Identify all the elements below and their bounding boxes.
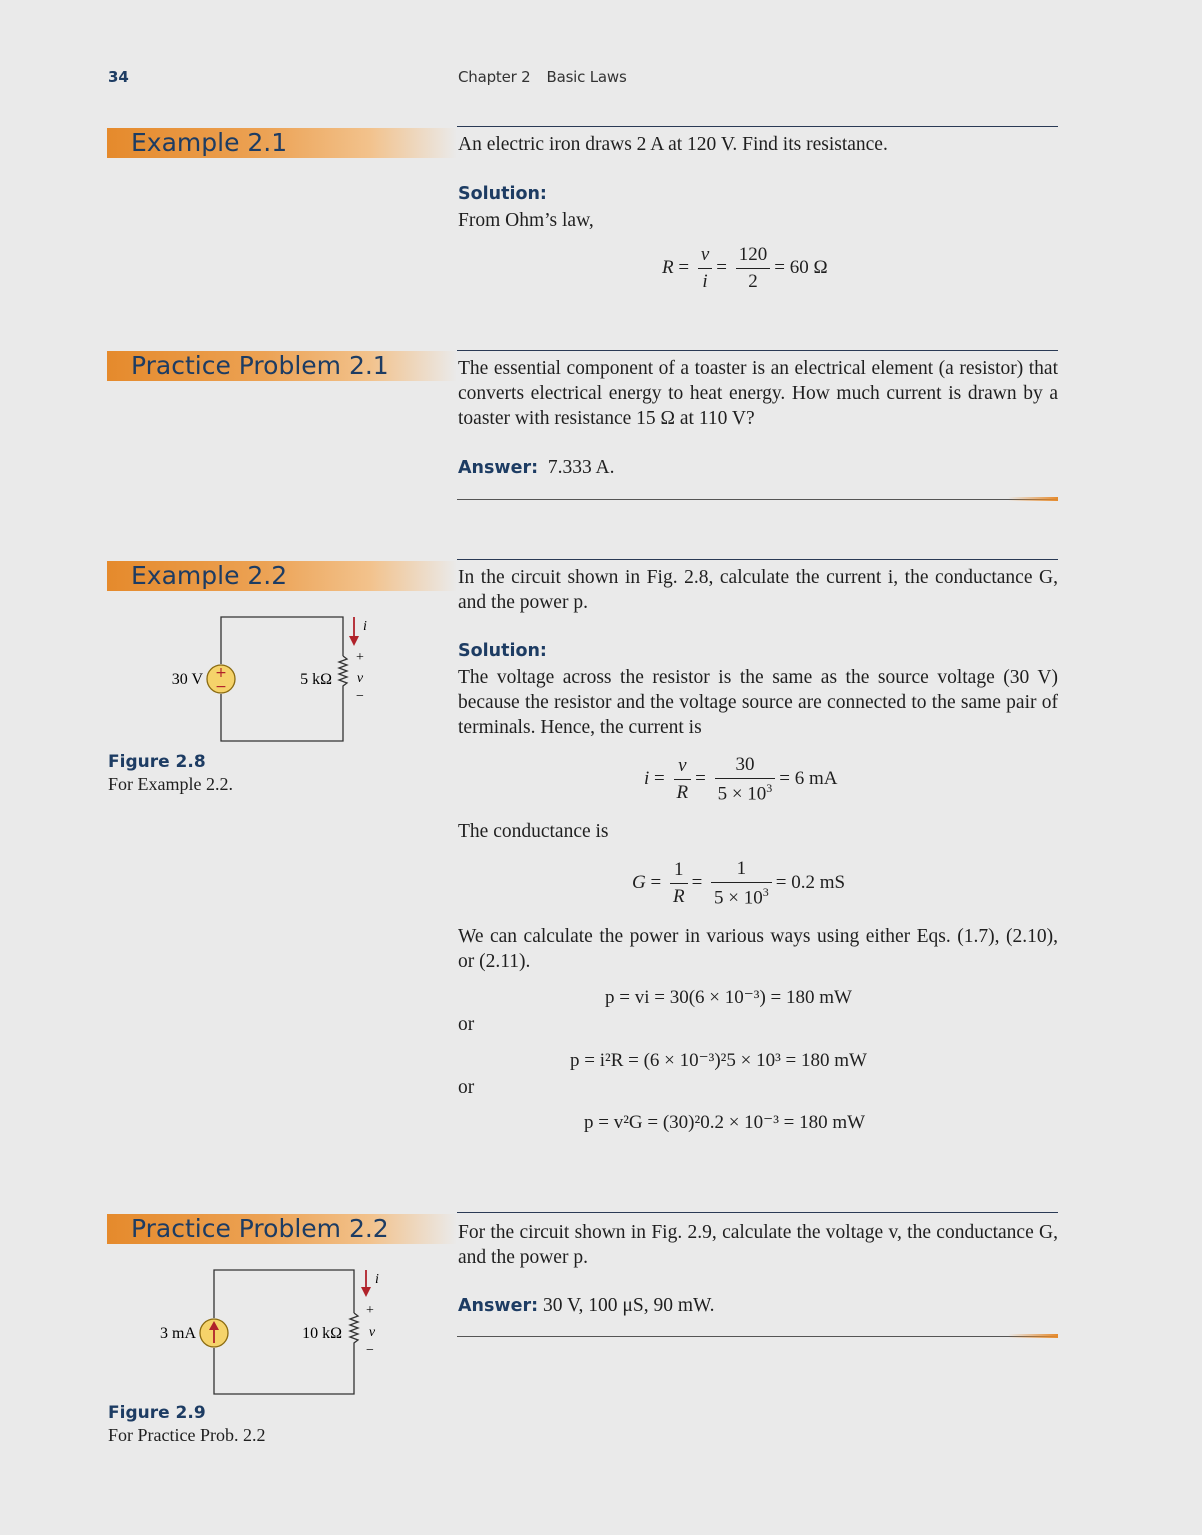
practice-2-2-end-rule [457, 1336, 1058, 1337]
current-arrowhead-icon [361, 1287, 371, 1297]
answer-label: Answer: [458, 1296, 539, 1316]
plus-label: + [366, 1303, 374, 1318]
figure-2-9-circuit [140, 1258, 400, 1408]
svg-text:+: + [215, 665, 227, 681]
minus-label: − [366, 1343, 374, 1358]
bottom-wire [221, 690, 343, 741]
power-equation-1: p = vi = 30(6 × 10⁻³) = 180 mW [605, 987, 852, 1008]
fraction-120-over-2: $\frac{120}{2}$ [736, 244, 771, 293]
resistor-zigzag [350, 1313, 358, 1347]
answer-value: 7.333 A. [547, 457, 615, 478]
voltage-label: v [356, 671, 364, 686]
source-label: 30 V [171, 671, 203, 688]
figure-2-9-label: Figure 2.9 [108, 1403, 206, 1423]
ohms-law-equation: R = $\frac{v}{i}$ = $\frac{120}{2}$ = 60 Ω [662, 244, 828, 292]
svg-text:−: − [215, 679, 227, 695]
current-equation: i = $\frac{v}{R}$ = $\frac{30}{5 \times 10^3}$ = 6 mA [644, 754, 838, 805]
section-label: Basic Laws [546, 68, 627, 86]
figure-2-8-label: Figure 2.8 [108, 752, 206, 772]
practice-2-1-rule [457, 350, 1058, 351]
practice-2-1-problem: The essential component of a toaster is an electrical element (a resistor) that converts electrical energy to heat energy. How much current is drawn by a toaster with resistance 15 Ω at 110 V? [458, 358, 1058, 429]
chapter-label: Chapter 2 [458, 68, 531, 86]
practice-2-2-answer [458, 1295, 715, 1317]
practice-2-1-answer [458, 457, 614, 479]
current-label: i [375, 1272, 379, 1287]
current-arrowhead-icon [349, 636, 359, 646]
fraction-v-over-r: $\frac{v}{R}$ [674, 755, 692, 804]
current-label: i [363, 619, 367, 634]
top-wire [214, 1270, 354, 1318]
resistor-label: 10 kΩ [302, 1325, 342, 1342]
resistor-label: 5 kΩ [300, 671, 332, 688]
practice-2-2-banner [107, 1214, 457, 1244]
current-result: 6 mA [794, 768, 838, 790]
fraction-30-over-5e3: $\frac{30}{5 \times 10^3}$ [715, 754, 776, 805]
example-2-2-banner [107, 561, 457, 591]
example-2-1-solution-label: Solution: [458, 184, 547, 204]
page-number: 34 [108, 68, 129, 86]
fraction-1-over-r: $\frac{1}{R}$ [670, 859, 688, 908]
example-2-2-problem: In the circuit shown in Fig. 2.8, calculate the current i, the conductance G, and the power p. [458, 567, 1058, 613]
example-2-2-solution-text: The voltage across the resistor is the same as the source voltage (30 V) because the resistor and the voltage source are connected to the same pair of terminals. Hence, the current is [458, 667, 1058, 738]
conductance-text: The conductance is [458, 821, 609, 842]
example-2-1-problem: An electric iron draws 2 A at 120 V. Find its resistance. [458, 134, 888, 155]
top-wire [221, 617, 343, 664]
voltage-label: v [368, 1325, 376, 1340]
example-2-1-solution-intro: From Ohm’s law, [458, 210, 594, 231]
figure-2-9-caption: For Practice Prob. 2.2 [108, 1425, 266, 1445]
answer-label: Answer: [458, 458, 539, 478]
practice-2-1-label: Practice Problem 2.1 [131, 351, 389, 380]
example-2-1-rule [457, 126, 1058, 127]
power-equation-2: p = i²R = (6 × 10⁻³)²5 × 10³ = 180 mW [570, 1050, 867, 1071]
eq-lhs: R [662, 256, 674, 278]
answer-value: 30 V, 100 μS, 90 mW. [542, 1295, 715, 1316]
practice-2-2-problem: For the circuit shown in Fig. 2.9, calculate the voltage v, the conductance G, and the power p. [458, 1222, 1058, 1268]
power-text: We can calculate the power in various ways using either Eqs. (1.7), (2.10), or (2.11). [458, 926, 1058, 972]
bottom-wire [214, 1347, 354, 1394]
example-2-1-label: Example 2.1 [131, 128, 288, 157]
figure-2-8-caption: For Example 2.2. [108, 774, 233, 794]
conductance-equation: G = $\frac{1}{R}$ = $\frac{1}{5 \times 10^3}$ = 0.2 mS [632, 858, 846, 909]
figure-2-8-circuit [150, 605, 390, 755]
or-label-1: or [458, 1014, 475, 1035]
fraction-v-over-i: $\frac{v}{i}$ [698, 244, 712, 293]
conductance-result: 0.2 mS [791, 872, 846, 894]
or-label-2: or [458, 1077, 475, 1098]
practice-2-1-banner [107, 351, 457, 381]
example-2-2-rule [457, 559, 1058, 560]
eq-result: 60 Ω [789, 256, 828, 278]
example-2-2-solution-label: Solution: [458, 641, 547, 661]
minus-label: − [356, 689, 364, 704]
example-2-1-banner [107, 128, 457, 158]
practice-2-1-end-rule [457, 499, 1058, 500]
practice-2-2-label: Practice Problem 2.2 [131, 1214, 389, 1243]
resistor-zigzag [339, 656, 347, 690]
fraction-1-over-5e3: $\frac{1}{5 \times 10^3}$ [711, 858, 772, 909]
source-label: 3 mA [160, 1325, 196, 1342]
practice-2-2-rule [457, 1212, 1058, 1213]
example-2-2-label: Example 2.2 [131, 561, 288, 590]
power-equation-3: p = v²G = (30)²0.2 × 10⁻³ = 180 mW [584, 1112, 866, 1133]
plus-label: + [356, 650, 364, 665]
running-head [458, 68, 627, 86]
